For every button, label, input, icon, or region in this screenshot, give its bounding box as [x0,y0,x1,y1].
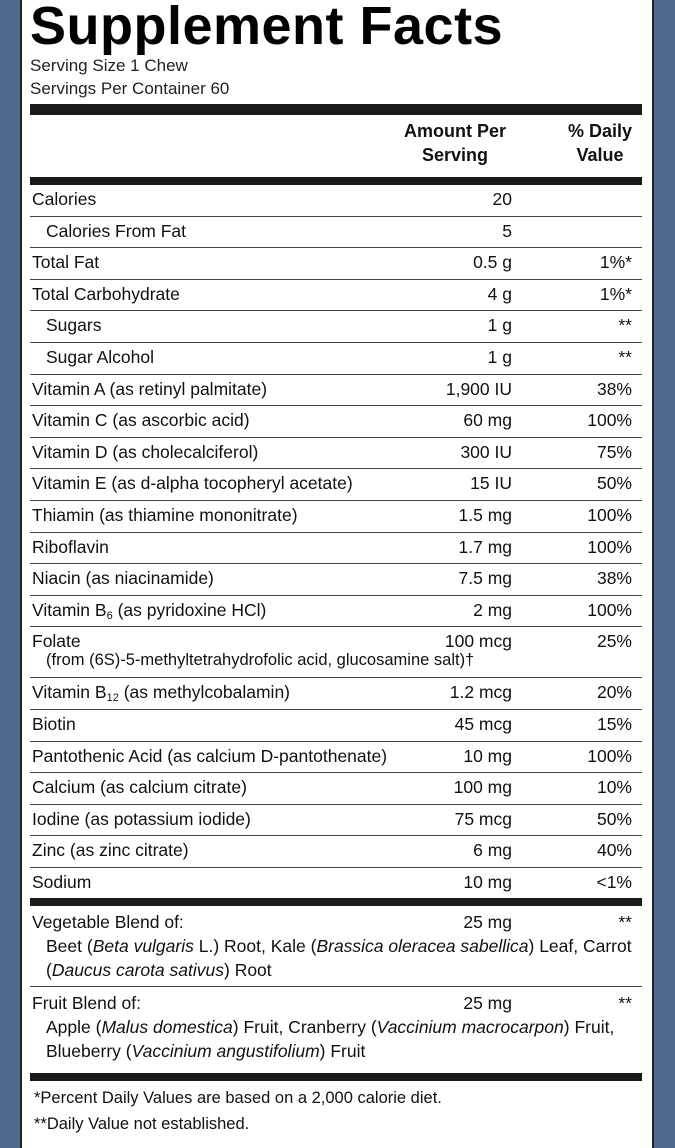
nutrient-amount: 1.2 mcg [449,682,512,703]
nutrient-row [30,773,642,805]
nutrient-row [30,868,642,899]
nutrient-name: Thiamin (as thiamine mononitrate) [32,504,298,525]
nutrient-name: Pantothenic Acid (as calcium D-pantothenate) [32,745,388,766]
nutrient-row [30,836,642,868]
blend-text: ) Root [224,960,272,981]
nutrient-daily-value: 100% [587,536,632,557]
nutrient-name: Biotin [32,713,76,734]
blend-text: Apple ( [46,1017,102,1038]
nutrient-row [30,248,642,280]
nutrient-daily-value: 40% [596,840,632,861]
nutrient-amount: 5 [502,220,512,241]
amount-header-line2: Serving [421,145,489,165]
thick-divider [30,104,642,115]
nutrient-daily-value: 15% [596,713,632,734]
nutrient-daily-value: 38% [596,378,632,399]
botanical-name: Vaccinium angustifolium [131,1041,320,1062]
nutrient-daily-value: 75% [596,441,632,462]
nutrient-amount: 1,900 IU [445,378,512,399]
nutrient-amount: 15 IU [470,473,512,494]
nutrient-name: Total Fat [32,252,100,273]
botanical-name: Brassica oleracea sabellica [316,936,529,957]
footnote-divider [30,1073,642,1081]
nutrient-source-note: (from (6S)-5-methyltetrahydrofolic acid, glucosamine salt)† [46,651,475,670]
nutrient-amount: 20 [492,189,512,209]
nutrient-amount: 10 mg [463,871,512,892]
nutrient-name: Sugars [46,315,102,336]
serving-size: Serving Size 1 Chew [30,56,188,75]
nutrient-name: Vitamin E (as d-alpha tocopheryl acetate) [32,473,353,494]
nutrient-row [30,438,642,470]
nutrient-amount: 10 mg [463,745,512,766]
nutrient-name-subscript: 12 [106,692,119,705]
nutrient-row [30,406,642,438]
nutrient-row [30,678,642,710]
fruit-blend-amount: 25 mg [463,993,512,1014]
nutrient-row [30,596,642,628]
vegetable-blend-description [32,934,642,982]
nutrient-name: Calcium (as calcium citrate) [32,777,247,798]
nutrient-name-text: Vitamin B [32,682,107,703]
nutrient-daily-value: ** [618,315,632,336]
nutrient-name: Sodium [32,871,92,892]
nutrient-name: Vitamin D (as cholecalciferol) [32,441,259,462]
nutrient-row [30,375,642,407]
amount-header-line1: Amount Per [403,121,506,141]
nutrient-amount: 45 mcg [454,713,512,734]
nutrient-name: Iodine (as potassium iodide) [32,808,251,829]
nutrient-amount: 1 g [487,315,512,336]
vegetable-blend [30,906,642,986]
nutrient-name: Riboflavin [32,536,109,557]
nutrient-name [32,682,290,703]
nutrient-name: Calories From Fat [46,220,187,241]
dv-header-line2: Value [576,145,624,165]
nutrient-amount: 300 IU [460,441,512,462]
blend-text: ) Fruit, Cranberry ( [232,1017,377,1038]
blend-text: L.) Root, Kale ( [193,936,317,957]
nutrient-amount: 100 mg [453,777,512,798]
nutrient-name: Total Carbohydrate [32,283,180,304]
nutrient-daily-value: 100% [587,599,632,620]
amount-per-serving-header [390,119,520,167]
botanical-name: Malus domestica [101,1017,233,1038]
servings-per-container: Servings Per Container 60 [30,79,230,98]
nutrient-name: Vitamin A (as retinyl palmitate) [32,378,268,399]
nutrient-name-subscript: 6 [106,609,113,622]
nutrient-daily-value: 1%* [599,252,632,273]
nutrient-daily-value: 50% [596,808,632,829]
nutrient-daily-value: ** [618,346,632,367]
footnote-percent-dv: *Percent Daily Values are based on a 2,000 calorie diet. [34,1089,442,1108]
nutrient-name: Zinc (as zinc citrate) [32,840,189,861]
vegetable-blend-amount: 25 mg [463,912,512,933]
column-header [30,115,642,177]
nutrient-daily-value: 100% [587,504,632,525]
nutrient-amount: 60 mg [463,410,512,431]
nutrient-daily-value: 25% [596,631,632,652]
botanical-name: Beta vulgaris [92,936,194,957]
nutrient-amount: 4 g [487,283,512,304]
blend-text: ) Fruit, Blueberry ( [46,1017,615,1062]
vegetable-blend-name: Vegetable Blend of: [32,912,184,933]
nutrient-row [30,311,642,343]
blend-text: Beet ( [46,936,93,957]
nutrient-daily-value: 38% [596,568,632,589]
nutrient-name: Vitamin C (as ascorbic acid) [32,410,250,431]
nutrient-name: Calories [32,189,97,209]
blend-text: ) Leaf, Carrot ( [46,936,632,981]
panel-title: Supplement Facts [30,0,504,56]
nutrient-amount: 0.5 g [473,252,512,273]
footnotes [30,1081,642,1137]
nutrient-row [30,217,642,249]
daily-value-header [550,119,650,167]
fruit-blend-dv: ** [618,993,632,1014]
nutrient-daily-value: 50% [596,473,632,494]
nutrient-row [30,564,642,596]
nutrient-row [30,185,642,217]
nutrient-daily-value: 1%* [599,283,632,304]
header-divider [30,177,642,185]
nutrient-name: Niacin (as niacinamide) [32,568,214,589]
nutrient-daily-value: <1% [596,871,632,892]
vegetable-blend-dv: ** [618,912,632,933]
nutrient-row [30,501,642,533]
nutrient-row [30,280,642,312]
nutrient-amount: 6 mg [473,840,512,861]
nutrient-name-text: (as methylcobalamin) [118,682,290,703]
blend-text: ) Fruit [319,1041,366,1062]
nutrient-row [30,710,642,742]
nutrient-amount: 1.5 mg [458,504,512,525]
botanical-name: Daucus carota sativus [51,960,224,981]
nutrient-table [30,185,642,898]
nutrient-name-text: (as pyridoxine HCl) [112,599,267,620]
supplement-facts-panel [20,0,654,1148]
nutrient-row [30,627,642,678]
fruit-blend [30,987,642,1067]
nutrient-amount: 75 mcg [454,808,512,829]
nutrient-daily-value: 100% [587,410,632,431]
nutrient-row [30,742,642,774]
nutrient-row [30,343,642,375]
nutrient-row [30,805,642,837]
nutrient-row [30,469,642,501]
nutrient-daily-value: 10% [596,777,632,798]
nutrient-amount: 7.5 mg [458,568,512,589]
nutrient-row [30,533,642,565]
fruit-blend-name: Fruit Blend of: [32,993,141,1014]
nutrient-name: Sugar Alcohol [46,346,154,367]
nutrient-amount: 1.7 mg [458,536,512,557]
nutrient-name [32,600,266,621]
blend-divider [30,898,642,906]
botanical-name: Vaccinium macrocarpon [376,1017,564,1038]
nutrient-daily-value: 100% [587,745,632,766]
fruit-blend-description [32,1015,642,1063]
nutrient-amount: 1 g [487,346,512,367]
nutrient-daily-value: 20% [596,682,632,703]
nutrient-amount: 100 mcg [444,631,512,652]
nutrient-amount: 2 mg [473,599,512,620]
footnote-dv-not-established: **Daily Value not established. [34,1115,250,1134]
dv-header-line1: % Daily [567,121,633,141]
nutrient-name: Folate [32,631,81,652]
nutrient-name-text: Vitamin B [32,599,107,620]
